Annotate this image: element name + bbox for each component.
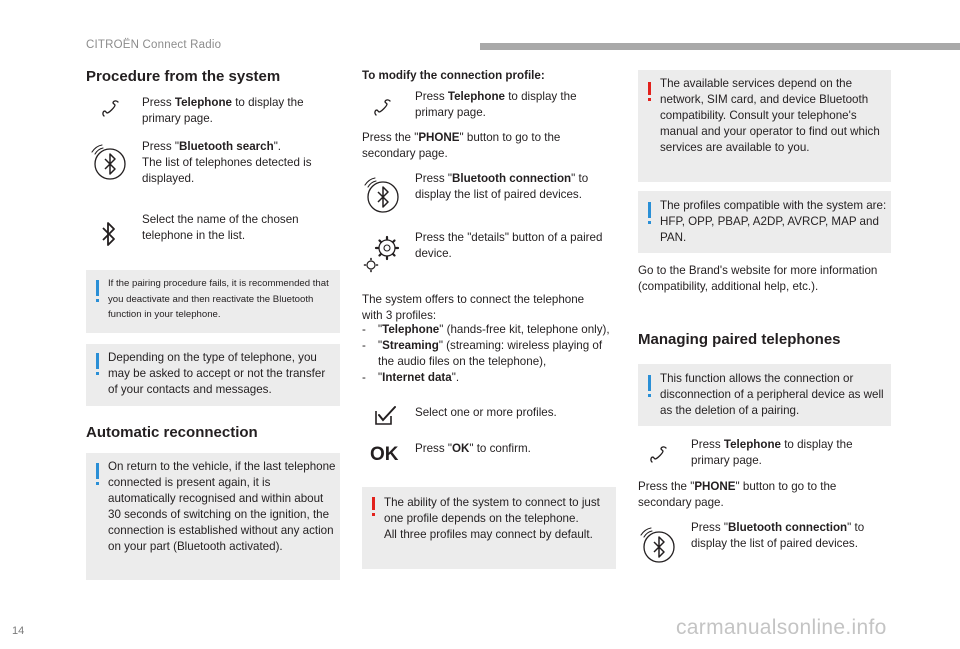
details-gear-icon bbox=[362, 232, 402, 274]
subheading-modify-profile: To modify the connection profile: bbox=[362, 69, 545, 82]
info-marker-icon bbox=[648, 375, 651, 391]
page-number: 14 bbox=[12, 625, 25, 637]
phone-handset-icon bbox=[101, 99, 121, 119]
info-note-compatible-profiles: The profiles compatible with the system are: HFP, OPP, PBAP, A2DP, AVRCP, MAP and PAN. bbox=[638, 191, 891, 253]
info-marker-icon bbox=[648, 202, 651, 218]
heading-managing-paired-telephones: Managing paired telephones bbox=[638, 331, 841, 348]
heading-procedure-from-system: Procedure from the system bbox=[86, 68, 281, 85]
info-marker-icon bbox=[96, 463, 99, 479]
step-press-telephone: Press Telephone to display the primary page. bbox=[415, 90, 577, 119]
phone-handset-icon bbox=[649, 445, 669, 465]
bluetooth-search-icon bbox=[89, 143, 127, 181]
step-select-profiles: Select one or more profiles. bbox=[415, 406, 557, 419]
profile-item-internet-data: - "Internet data". bbox=[362, 371, 460, 384]
info-note-auto-reconnect: On return to the vehicle, if the last telephone connected is present again, it is automatically recognised and within about 30 seconds of switching on the ignition, the connection is established without any action on your part (Bluetooth activated). bbox=[86, 453, 340, 580]
step-press-telephone: Press Telephone to display the primary page. bbox=[691, 438, 853, 467]
profiles-intro: The system offers to connect the telephone with 3 profiles: bbox=[362, 293, 585, 322]
header-rule bbox=[480, 43, 960, 50]
info-note-pairing-fails: If the pairing procedure fails, it is recommended that you deactivate and then reactivate the Bluetooth function in your telephone. bbox=[86, 270, 340, 333]
watermark: carmanualsonline.info bbox=[676, 616, 887, 639]
step-press-telephone: Press Telephone to display the primary page. bbox=[142, 96, 304, 125]
profiles-list bbox=[362, 322, 616, 386]
website-info: Go to the Brand's website for more information (compatibility, additional help, etc.). bbox=[638, 264, 878, 293]
profile-item-streaming: - "Streaming" (streaming: wireless playing of the audio files on the telephone), bbox=[362, 339, 603, 368]
checkbox-select-icon bbox=[374, 404, 398, 426]
profile-item-telephone: - "Telephone" (hands-free kit, telephone only), bbox=[362, 323, 610, 336]
info-marker-icon bbox=[96, 353, 99, 369]
step-bluetooth-connection: Press "Bluetooth connection" to display the list of paired devices. bbox=[691, 521, 865, 550]
phone-handset-icon bbox=[373, 98, 393, 118]
step-confirm-ok: Press "OK" to confirm. bbox=[415, 442, 531, 455]
running-header: CITROËN Connect Radio bbox=[86, 39, 222, 51]
warning-note-services: The available services depend on the network, SIM card, and device Bluetooth compatibility. Consult your telephone's manual and your operator to find out which services are available to you. bbox=[638, 70, 891, 182]
warning-marker-icon bbox=[372, 497, 375, 510]
bluetooth-icon bbox=[101, 220, 117, 248]
warning-note-profiles: The ability of the system to connect to just one profile depends on the telephone. All three profiles may connect by default. bbox=[362, 487, 616, 569]
info-note-contacts-transfer: Depending on the type of telephone, you may be asked to accept or not the transfer of your contacts and messages. bbox=[86, 344, 340, 406]
info-marker-icon bbox=[96, 280, 99, 296]
bluetooth-connection-icon bbox=[638, 526, 676, 564]
warning-marker-icon bbox=[648, 82, 651, 95]
step-press-phone-button: Press the "PHONE" button to go to the secondary page. bbox=[362, 131, 561, 160]
step-press-phone-button: Press the "PHONE" button to go to the secondary page. bbox=[638, 480, 837, 509]
ok-icon: OK bbox=[370, 444, 399, 465]
bluetooth-connection-icon bbox=[362, 176, 400, 214]
step-bluetooth-search: Press "Bluetooth search". The list of telephones detected is displayed. bbox=[142, 140, 312, 185]
step-details-button: Press the "details" button of a paired device. bbox=[415, 231, 603, 260]
step-bluetooth-connection: Press "Bluetooth connection" to display the list of paired devices. bbox=[415, 172, 589, 201]
heading-automatic-reconnection: Automatic reconnection bbox=[86, 424, 258, 441]
step-select-telephone: Select the name of the chosen telephone in the list. bbox=[142, 213, 299, 242]
info-note-pairing-function: This function allows the connection or disconnection of a peripheral device as well as the deletion of a pairing. bbox=[638, 364, 891, 426]
